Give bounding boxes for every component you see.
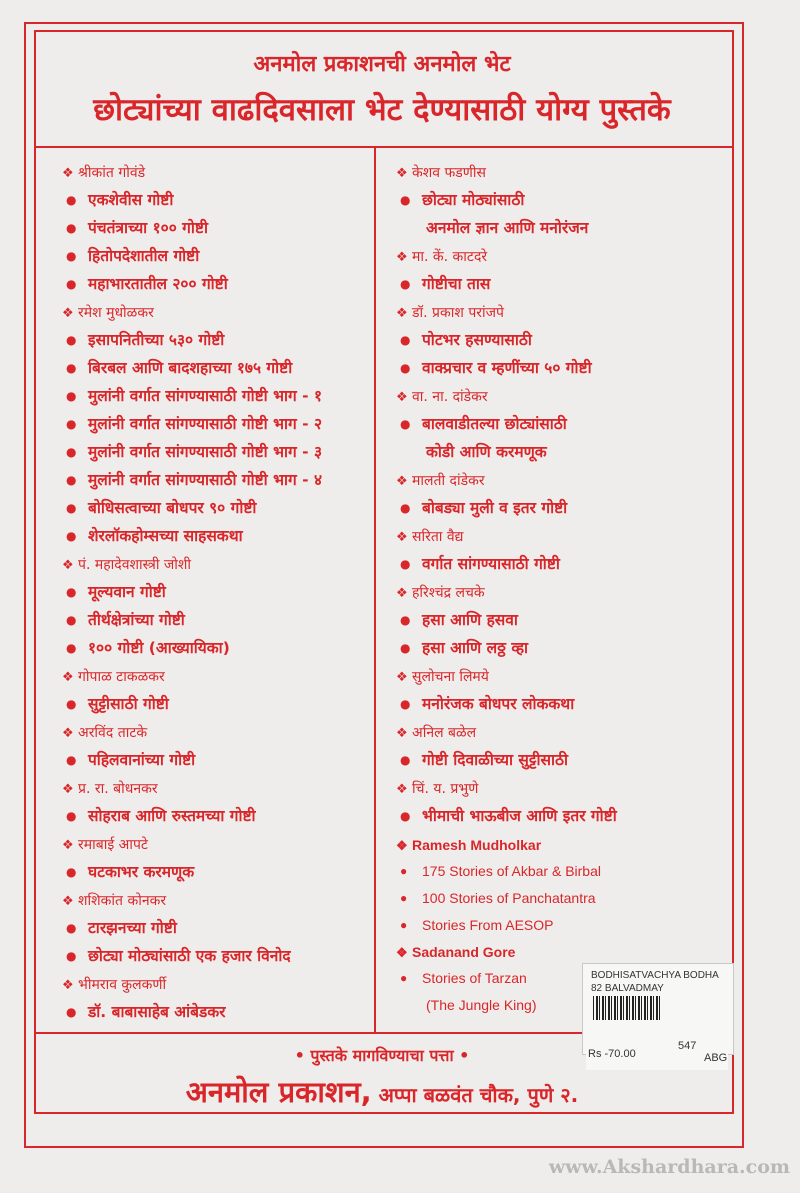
sticker-title: BODHISATVACHYA BODHA (591, 970, 719, 981)
diamond-bullet-icon: ❖ (396, 306, 408, 321)
book-title (396, 606, 726, 634)
bullet-icon: ● (400, 333, 411, 347)
book-title (62, 746, 367, 774)
diamond-bullet-icon: ❖ (396, 250, 408, 265)
book-title (62, 438, 367, 466)
book-title (396, 858, 726, 885)
book-title-text: मुलांनी वर्गात सांगण्यासाठी गोष्टी भाग - ३ (88, 443, 323, 461)
bullet-icon: ● (66, 865, 77, 879)
bullet-icon: ● (66, 921, 77, 935)
author-name (62, 832, 367, 858)
book-title-text: महाभारतातील २०० गोष्टी (88, 275, 228, 293)
left_column-author-group (62, 972, 367, 1026)
sticker-code: 82 BALVADMAY (591, 983, 664, 994)
author-name (396, 939, 726, 965)
author-label: अनिल बळेल (412, 725, 477, 741)
bullet-icon: ● (66, 417, 77, 431)
diamond-bullet-icon: ❖ (396, 782, 408, 797)
author-label: सुलोचना लिमये (412, 669, 489, 685)
book-title (62, 242, 367, 270)
watermark: www.Akshardhara.com (548, 1156, 790, 1178)
author-name (396, 832, 726, 858)
book-title-text: हसा आणि हसवा (422, 611, 518, 629)
book-title-text: बोबड्या मुली व इतर गोष्टी (422, 499, 568, 517)
author-label: अरविंद ताटके (78, 725, 148, 741)
left_column-author-group (62, 776, 367, 830)
book-title (62, 186, 367, 214)
diamond-bullet-icon: ❖ (62, 166, 74, 181)
bullet-icon: ● (400, 557, 411, 571)
right_column-author-group (396, 384, 726, 466)
book-title-text: कोडी आणि करमणूक (426, 443, 547, 461)
book-title-text: 100 Stories of Panchatantra (422, 890, 596, 906)
author-name (396, 384, 726, 410)
address-text: अप्पा बळवंत चौक, पुणे २. (371, 1083, 579, 1107)
diamond-bullet-icon: ❖ (396, 726, 408, 741)
book-title (396, 885, 726, 912)
bullet-icon: ● (400, 697, 411, 711)
author-label: मालती दांडेकर (412, 473, 485, 489)
book-title (396, 438, 726, 466)
bullet-icon: ● (400, 417, 411, 431)
divider-middle (374, 146, 376, 1033)
diamond-bullet-icon: ❖ (396, 530, 408, 545)
bullet-icon: ● (66, 445, 77, 459)
book-title-text: छोट्या मोठ्यांसाठी (422, 191, 525, 209)
book-title (396, 270, 726, 298)
book-title-text: गोष्टीचा तास (422, 275, 491, 293)
book-title-text: पंचतंत्राच्या १०० गोष्टी (88, 219, 208, 237)
right_column-author-group (396, 468, 726, 522)
book-title (62, 998, 367, 1026)
book-title-text: सोहराब आणि रुस्तमच्या गोष्टी (88, 807, 256, 825)
book-title-text: शेरलॉकहोम्सच्या साहसकथा (88, 527, 243, 545)
book-title (396, 410, 726, 438)
author-label: चिं. य. प्रभुणे (412, 781, 479, 797)
author-label: गोपाळ टाकळकर (78, 669, 165, 685)
book-title (62, 382, 367, 410)
bullet-icon: ● (66, 389, 77, 403)
book-title-text: सुट्टीसाठी गोष्टी (88, 695, 169, 713)
divider-top (34, 146, 732, 148)
book-title-text: भीमाची भाऊबीज आणि इतर गोष्टी (422, 807, 617, 825)
book-title (62, 858, 367, 886)
diamond-bullet-icon: ❖ (62, 306, 74, 321)
book-title-text: गोष्टी दिवाळीच्या सुट्टीसाठी (422, 751, 568, 769)
author-label: हरिश्चंद्र लचके (412, 585, 485, 601)
bullet-icon: ● (400, 753, 411, 767)
bullet-icon: ● (66, 585, 77, 599)
left_column-author-group (62, 720, 367, 774)
author-label: शशिकांत कोनकर (78, 893, 167, 909)
author-name (62, 720, 367, 746)
author-name (396, 244, 726, 270)
book-title-text: Stories From AESOP (422, 917, 554, 933)
book-title-text: पोटभर हसण्यासाठी (422, 331, 532, 349)
book-title (396, 746, 726, 774)
author-label: भीमराव कुलकर्णी (78, 977, 167, 993)
bullet-icon: ● (400, 641, 411, 655)
diamond-bullet-icon: ❖ (396, 838, 408, 853)
book-title (62, 690, 367, 718)
book-title-text: १०० गोष्टी (आख्यायिका) (88, 639, 230, 657)
book-title (396, 326, 726, 354)
sticker-number: 547 (678, 1040, 697, 1052)
book-title (62, 494, 367, 522)
book-title-text: (The Jungle King) (426, 997, 537, 1013)
book-title-text: हितोपदेशातील गोष्टी (88, 247, 200, 265)
book-title (62, 578, 367, 606)
left-book-list (62, 160, 367, 1028)
barcode-icon (593, 996, 661, 1020)
right_column-author-group (396, 524, 726, 578)
author-label: डॉ. प्रकाश परांजपे (412, 305, 504, 321)
diamond-bullet-icon: ❖ (396, 670, 408, 685)
right_column-author-group (396, 580, 726, 662)
right_column-author-group (396, 776, 726, 830)
bullet-icon: ● (66, 333, 77, 347)
author-label: श्रीकांत गोवंडे (78, 165, 146, 181)
book-title (396, 550, 726, 578)
author-label: वा. ना. दांडेकर (412, 389, 488, 405)
diamond-bullet-icon: ❖ (396, 586, 408, 601)
bullet-icon: ● (66, 473, 77, 487)
author-name (62, 664, 367, 690)
author-label: Ramesh Mudholkar (412, 837, 542, 853)
book-title-text: मूल्यवान गोष्टी (88, 583, 166, 601)
book-title-text: घटकाभर करमणूक (88, 863, 195, 881)
bullet-icon: ● (66, 949, 77, 963)
author-name (396, 300, 726, 326)
book-title-text: मुलांनी वर्गात सांगण्यासाठी गोष्टी भाग - ४ (88, 471, 323, 489)
diamond-bullet-icon: ❖ (62, 670, 74, 685)
right_column-author-group (396, 664, 726, 718)
book-title (62, 214, 367, 242)
book-title (62, 354, 367, 382)
author-label: सरिता वैद्य (412, 529, 464, 545)
author-name (396, 664, 726, 690)
bullet-icon: ● (66, 501, 77, 515)
book-title (396, 690, 726, 718)
price-text: Rs -70.00 (588, 1048, 636, 1060)
book-title-text: तीर्थक्षेत्रांच्या गोष्टी (88, 611, 185, 629)
bullet-icon: ● (400, 809, 411, 823)
book-title (396, 214, 726, 242)
bullet-icon: ● (66, 249, 77, 263)
right_column-author-group (396, 300, 726, 382)
bullet-icon: ● (66, 697, 77, 711)
bullet-icon: ● (400, 918, 408, 932)
bullet-icon: ● (66, 361, 77, 375)
author-name (396, 160, 726, 186)
header-tagline: अनमोल प्रकाशनची अनमोल भेट (253, 52, 511, 77)
book-title-text: इसापनितीच्या ५३० गोष्टी (88, 331, 225, 349)
author-name (62, 888, 367, 914)
book-title (62, 466, 367, 494)
book-title (62, 410, 367, 438)
bullet-icon: ● (66, 809, 77, 823)
bullet-icon: ● (66, 529, 77, 543)
bullet-icon: ● (66, 613, 77, 627)
author-name (62, 300, 367, 326)
address-heading: • पुस्तके मागविण्याचा पत्ता • (294, 1046, 470, 1065)
book-title (396, 186, 726, 214)
left_column-author-group (62, 888, 367, 970)
bullet-icon: ● (66, 641, 77, 655)
diamond-bullet-icon: ❖ (62, 726, 74, 741)
sticker-tag: ABG (704, 1052, 728, 1064)
author-name (396, 524, 726, 550)
bullet-icon: ● (66, 277, 77, 291)
author-label: Sadanand Gore (412, 944, 516, 960)
price-sticker (586, 1040, 728, 1070)
book-title (396, 802, 726, 830)
bullet-icon: ● (66, 221, 77, 235)
book-title (396, 354, 726, 382)
author-name (396, 580, 726, 606)
bullet-icon: ● (400, 501, 411, 515)
header-title: छोट्यांच्या वाढदिवसाला भेट देण्यासाठी योग्य पुस्तके (93, 92, 671, 128)
author-name (62, 776, 367, 802)
book-title (396, 494, 726, 522)
author-label: रमेश मुधोळकर (78, 305, 154, 321)
bullet-icon: ● (66, 1005, 77, 1019)
diamond-bullet-icon: ❖ (396, 474, 408, 489)
book-title (62, 606, 367, 634)
book-title-text: मुलांनी वर्गात सांगण्यासाठी गोष्टी भाग - १ (88, 387, 323, 405)
book-title (62, 522, 367, 550)
bullet-icon: ● (400, 361, 411, 375)
book-title-text: पहिलवानांच्या गोष्टी (88, 751, 196, 769)
author-name (62, 972, 367, 998)
book-title-text: बालवाडीतल्या छोट्यांसाठी (422, 415, 567, 433)
diamond-bullet-icon: ❖ (396, 945, 408, 960)
bullet-icon: ● (400, 193, 411, 207)
author-name (396, 720, 726, 746)
book-title-text: हसा आणि लठ्ठ व्हा (422, 639, 529, 657)
author-name (396, 776, 726, 802)
book-title-text: Stories of Tarzan (422, 970, 527, 986)
book-title-text: वाक्प्रचार व म्हणींच्या ५० गोष्टी (422, 359, 592, 377)
author-name (62, 552, 367, 578)
diamond-bullet-icon: ❖ (396, 390, 408, 405)
book-title-text: टारझनच्या गोष्टी (88, 919, 177, 937)
book-title-text: अनमोल ज्ञान आणि मनोरंजन (426, 219, 589, 237)
book-title (62, 802, 367, 830)
diamond-bullet-icon: ❖ (62, 782, 74, 797)
book-title-text: वर्गात सांगण्यासाठी गोष्टी (422, 555, 560, 573)
book-title-text: बिरबल आणि बादशहाच्या १७५ गोष्टी (88, 359, 293, 377)
book-title (62, 942, 367, 970)
book-title-text: 175 Stories of Akbar & Birbal (422, 863, 601, 879)
english_groups-author-group (396, 832, 726, 939)
bullet-icon: ● (400, 613, 411, 627)
author-name (62, 160, 367, 186)
bullet-icon: ● (66, 753, 77, 767)
diamond-bullet-icon: ❖ (62, 894, 74, 909)
right_column-author-group (396, 244, 726, 298)
book-title (396, 912, 726, 939)
book-title (62, 270, 367, 298)
book-title (62, 634, 367, 662)
left_column-author-group (62, 664, 367, 718)
book-title (396, 634, 726, 662)
book-title-text: मनोरंजक बोधपर लोककथा (422, 695, 575, 713)
bullet-icon: ● (400, 971, 408, 985)
left_column-author-group (62, 552, 367, 662)
left_column-author-group (62, 160, 367, 298)
book-title (62, 326, 367, 354)
bullet-icon: ● (400, 891, 408, 905)
book-title (62, 914, 367, 942)
author-label: मा. कें. काटदरे (412, 249, 488, 265)
bullet-icon: ● (66, 193, 77, 207)
left_column-author-group (62, 832, 367, 886)
book-title-text: छोट्या मोठ्यांसाठी एक हजार विनोद (88, 947, 291, 965)
publisher-address (34, 1072, 730, 1111)
author-label: रमाबाई आपटे (78, 837, 148, 853)
bullet-icon: ● (400, 864, 408, 878)
book-title-text: मुलांनी वर्गात सांगण्यासाठी गोष्टी भाग - २ (88, 415, 323, 433)
diamond-bullet-icon: ❖ (62, 838, 74, 853)
book-title-text: बोधिसत्वाच्या बोधपर ९० गोष्टी (88, 499, 257, 517)
book-title-text: एकशेवीस गोष्टी (88, 191, 174, 209)
left_column-author-group (62, 300, 367, 550)
bullet-icon: ● (400, 277, 411, 291)
publisher-name: अनमोल प्रकाशन, (185, 1075, 372, 1109)
right_column-author-group (396, 720, 726, 774)
author-label: पं. महादेवशास्त्री जोशी (78, 557, 192, 573)
diamond-bullet-icon: ❖ (396, 166, 408, 181)
book-title-text: डॉ. बाबासाहेब आंबेडकर (88, 1003, 226, 1021)
right-book-list (396, 160, 726, 1019)
author-name (396, 468, 726, 494)
author-label: प्र. रा. बोधनकर (78, 781, 158, 797)
diamond-bullet-icon: ❖ (62, 978, 74, 993)
right_column-author-group (396, 160, 726, 242)
diamond-bullet-icon: ❖ (62, 558, 74, 573)
author-label: केशव फडणीस (412, 165, 487, 181)
marathi-book-list (396, 160, 726, 830)
